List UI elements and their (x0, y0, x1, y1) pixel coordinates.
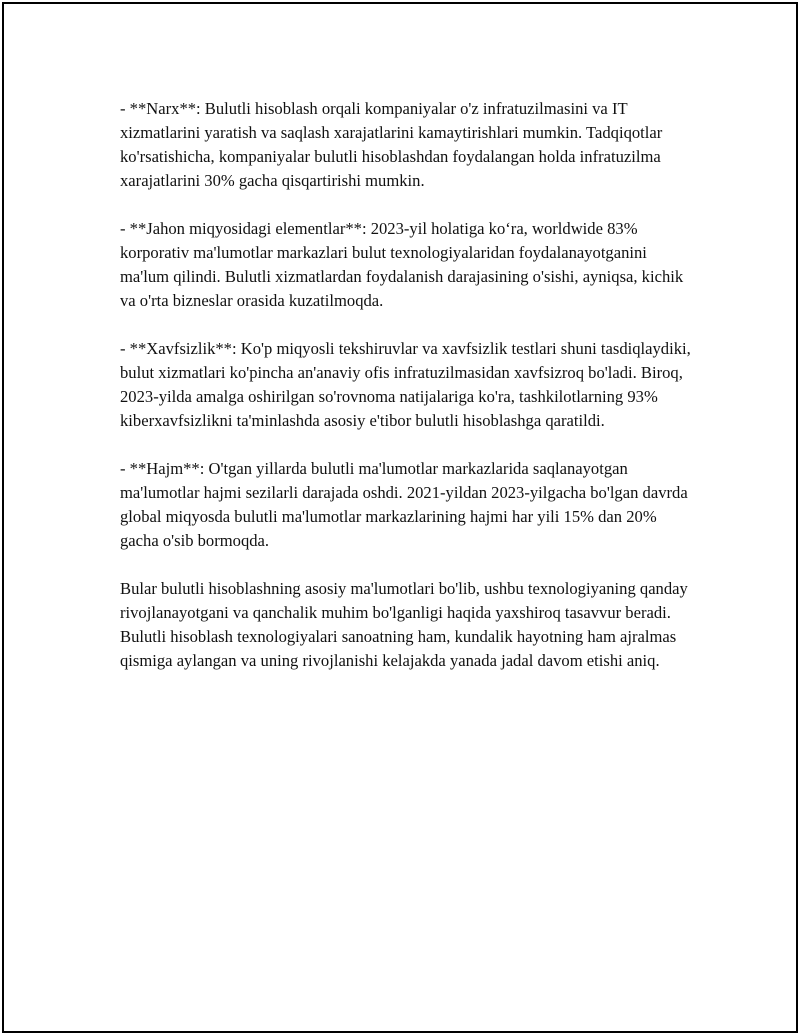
paragraph-jahon-miqyosidagi-elementlar: - **Jahon miqyosidagi elementlar**: 2023-yil holatiga koʻra, worldwide 83% korporativ ma'lumotlar markazlari bulut texnologiyalaridan foydalanayotganini ma'lum qilindi. Bulutli xizmatlardan foydalanish darajasining o'sishi, ayniqsa, kichik va o'rta bizneslar orasida kuzatilmoqda. (120, 219, 684, 310)
document-page (2, 2, 798, 1033)
paragraph-xavfsizlik: - **Xavfsizlik**: Ko'p miqyosli tekshiruvlar va xavfsizlik testlari shuni tasdiqlaydiki, bulut xizmatlari ko'pincha an'anaviy ofis infratuzilmasidan xavfsizroq bo'ladi. Biroq, 2023-yilda amalga oshirilgan so'rovnoma natijalariga ko'ra, tashkilotlarning 93% kiberxavfsizlikni ta'minlashda asosiy e'tibor bulutli hisoblashga qaratildi. (120, 339, 691, 430)
paragraph-conclusion: Bular bulutli hisoblashning asosiy ma'lumotlari bo'lib, ushbu texnologiyaning qanday rivojlanayotgani va qanchalik muhim bo'lganligi haqida yaxshiroq tasavvur beradi. Bulutli hisoblash texnologiyalari sanoatning ham, kundalik hayotning ham ajralmas qismiga aylangan va uning rivojlanishi kelajakda yanada jadal davom etishi aniq. (120, 579, 688, 670)
paragraph-narx: - **Narx**: Bulutli hisoblash orqali kompaniyalar o'z infratuzilmasini va IT xizmatlarini yaratish va saqlash xarajatlarini kamaytirishlari mumkin. Tadqiqotlar ko'rsatishicha, kompaniyalar bulutli hisoblashdan foydalangan holda infratuzilma xarajatlarini 30% gacha qisqartirishi mumkin. (120, 99, 663, 190)
document-body (120, 97, 692, 697)
paragraph-hajm: - **Hajm**: O'tgan yillarda bulutli ma'lumotlar markazlarida saqlanayotgan ma'lumotlar hajmi sezilarli darajada oshdi. 2021-yildan 2023-yilgacha bo'lgan davrda global miqyosda bulutli ma'lumotlar markazlarining hajmi har yili 15% dan 20% gacha o'sib bormoqda. (120, 459, 688, 550)
